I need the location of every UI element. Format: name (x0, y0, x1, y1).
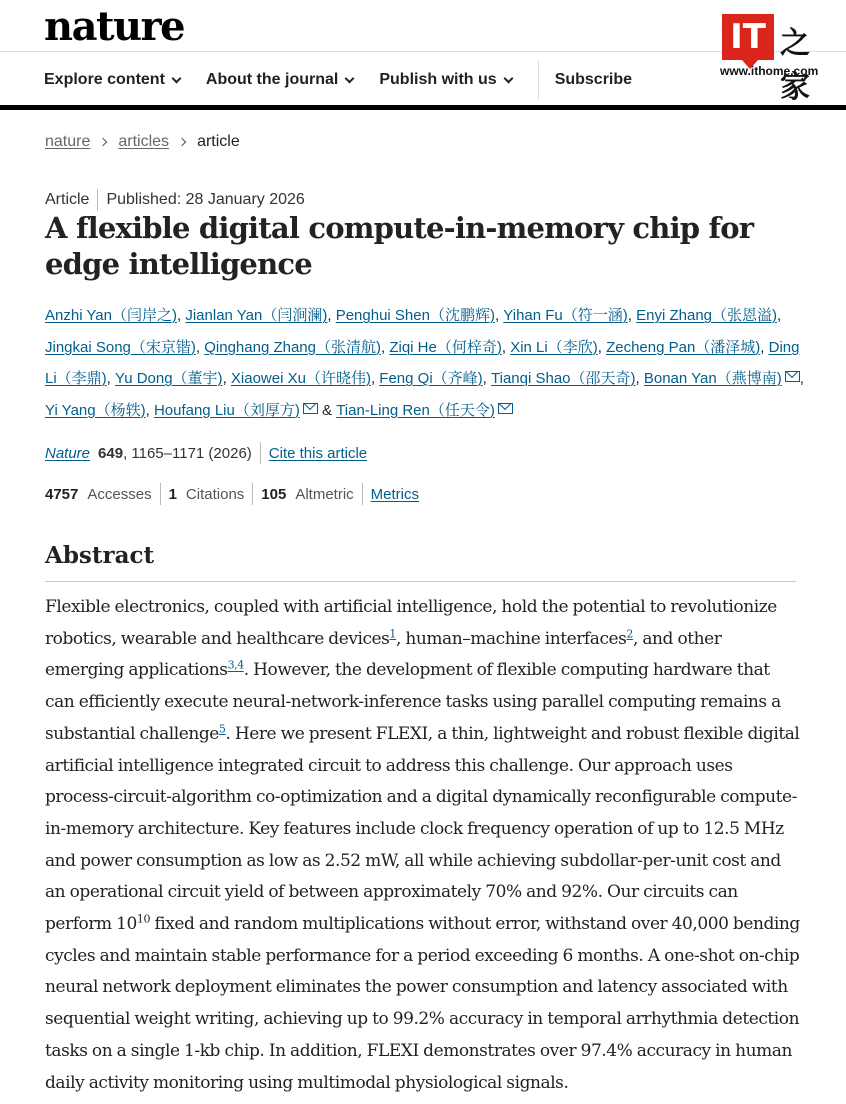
author-link[interactable]: Ziqi He（何梓奇) (389, 338, 502, 356)
author-link[interactable]: Penghui Shen（沈鹏辉) (335, 307, 495, 324)
author-link[interactable]: Yu Dong（董宇) (115, 370, 223, 387)
author-link[interactable]: Enyi Zhang（张恩溢) (636, 307, 777, 324)
main-nav (44, 60, 632, 100)
citation-line (45, 442, 367, 464)
author-list: Anzhi Yan（闫岸之), Jianlan Yan（闫涧澜), Penghui Shen（沈鹏辉), Yihan Fu（符一涵), Enyi Zhang（张恩溢), Jingkai Song（宋京锴), Qinghang Zhang（张清航), Ziqi He（何梓奇), Xin Li（李欣), Zecheng Pan（潘泽城), Ding Li（李鼎), Yu Dong（董宇), Xiaowei Xu（许晓伟), Feng Qi（齐峰), Tianqi Shao（邵天奇), Bonan Yan（燕博南) , Yi Yang（杨轶), Houfang Liu（刘厚方) & Tian-Ling Ren（任天令) (45, 307, 804, 419)
breadcrumb-nature[interactable]: nature (45, 133, 91, 150)
nav-publish-label: Publish with us (379, 71, 497, 88)
breadcrumb (45, 133, 240, 151)
ithome-logo-text: 之家 (780, 26, 810, 105)
subscribe-link[interactable]: Subscribe (554, 71, 633, 88)
meta-divider (252, 483, 253, 505)
exponent: 10 (136, 912, 150, 926)
author-and: & (322, 401, 333, 419)
author-link[interactable]: Tianqi Shao（邵天奇) (491, 370, 636, 387)
ithome-logo-icon: IT (722, 14, 774, 60)
author-link[interactable]: Yi Yang（杨轶) (45, 401, 146, 419)
chevron-down-icon (345, 73, 355, 83)
cite-article-link[interactable]: Cite this article (268, 444, 368, 462)
abstract-part: fixed and random multiplications without error, withstand over 40,000 bending cycles and maintain stable performance for a period exceeding 6 months. A one-shot on-chip neural network deployment eliminates the power consumption and latency associated with sequential weight writing, achieving up to 99.2% accuracy in temporal arrhythmia detection tasks on a single 1-kb chip. In addition, FLEXI demonstrates over 97.4% accuracy in human daily activity monitoring using multimodal physiological signals. (45, 914, 800, 1093)
accesses-count: 4757 (45, 485, 79, 503)
mail-icon[interactable] (785, 371, 800, 382)
mail-icon[interactable] (498, 403, 513, 414)
author-link[interactable]: Houfang Liu（刘厚方) (153, 401, 300, 419)
article-metrics (45, 483, 419, 505)
nav-about-journal[interactable] (206, 71, 353, 89)
meta-divider (160, 483, 161, 505)
reference-link[interactable]: 5 (218, 722, 226, 736)
metrics-link[interactable]: Metrics (370, 485, 419, 503)
chevron-down-icon (171, 73, 181, 83)
header-bottom-bar (0, 105, 846, 110)
author-link[interactable]: Jianlan Yan（闫涧澜) (185, 307, 328, 324)
abstract-part: , and other emerging applications (45, 628, 722, 681)
reference-link[interactable]: 3,4 (227, 658, 244, 672)
author-link[interactable]: Anzhi Yan（闫岸之) (45, 307, 177, 324)
author-link[interactable]: Xin Li（李欣) (510, 338, 598, 356)
altmetric-count: 105 (261, 485, 287, 503)
nav-about-label: About the journal (205, 71, 339, 88)
nature-logo[interactable]: nature (44, 3, 185, 50)
author-link[interactable]: Xiaowei Xu（许晓伟) (230, 370, 371, 387)
abstract-part: . Here we present FLEXI, a thin, lightweight and robust flexible digital artificial intelligence integrated circuit to address this challenge. Our approach uses process-circuit-algorithm co-optimization and a digital dynamically reconfigurable compute-in-memory architecture. Key features include clock frequency operation of up to 12.5 MHz and power consumption as low as 2.52 mW, all while achieving subdollar-per-unit cost and an operational circuit yield of between approximately 70% and 92%. Our circuits can perform 10 (45, 723, 800, 935)
abstract-part: Flexible electronics, coupled with artificial intelligence, hold the potential to revolutionize robotics, wearable and healthcare devices (45, 597, 777, 649)
journal-pages: , 1165–1171 (2026) (123, 444, 252, 462)
author-link[interactable]: Yihan Fu（符一涵) (503, 307, 628, 324)
article-title: A flexible digital compute-in-memory chip for edge intelligence (45, 211, 754, 281)
author-link[interactable]: Tian-Ling Ren（任天令) (336, 401, 495, 419)
meta-divider (362, 483, 363, 505)
breadcrumb-current: article (197, 133, 240, 150)
meta-divider (260, 442, 261, 464)
author-link[interactable]: Feng Qi（齐峰) (379, 370, 483, 387)
article-type: Article (45, 191, 90, 208)
ithome-url: www.ithome.com (720, 64, 819, 78)
journal-link[interactable]: Nature (45, 444, 91, 462)
reference-link[interactable]: 1 (389, 627, 396, 641)
author-link[interactable]: Ding Li（李鼎) (45, 338, 800, 387)
citations-label: Citations (185, 485, 245, 503)
author-link[interactable]: Bonan Yan（燕博南) (643, 370, 782, 387)
chevron-right-icon (99, 138, 107, 146)
breadcrumb-articles[interactable]: articles (118, 133, 170, 150)
altmetric-label: Altmetric (295, 485, 354, 503)
reference-link[interactable]: 2 (626, 627, 633, 641)
abstract-divider (45, 581, 796, 582)
citations-count: 1 (168, 485, 177, 503)
chevron-right-icon (178, 138, 186, 146)
abstract-part: . However, the development of flexible computing hardware that can efficiently execute neural-network-inference tasks using parallel computing remains a substantial challenge (45, 660, 781, 744)
abstract-heading: Abstract (45, 542, 155, 569)
abstract-part: , human–machine interfaces (395, 628, 627, 649)
author-link[interactable]: Qinghang Zhang（张清航) (204, 338, 381, 356)
journal-volume: 649 (98, 444, 124, 462)
chevron-down-icon (503, 73, 513, 83)
nav-divider (538, 60, 539, 100)
article-meta (45, 189, 305, 211)
nav-explore-content[interactable] (44, 71, 180, 89)
mail-icon[interactable] (303, 403, 318, 414)
abstract-text (45, 592, 800, 1099)
author-link[interactable]: Zecheng Pan（潘泽城) (606, 338, 761, 356)
published-date: Published: 28 January 2026 (106, 191, 305, 208)
accesses-label: Accesses (87, 485, 152, 503)
ithome-watermark (720, 14, 832, 105)
nav-publish[interactable] (379, 71, 511, 89)
meta-divider (97, 189, 98, 211)
nav-explore-label: Explore content (44, 71, 165, 88)
author-link[interactable]: Jingkai Song（宋京锴) (45, 338, 196, 356)
